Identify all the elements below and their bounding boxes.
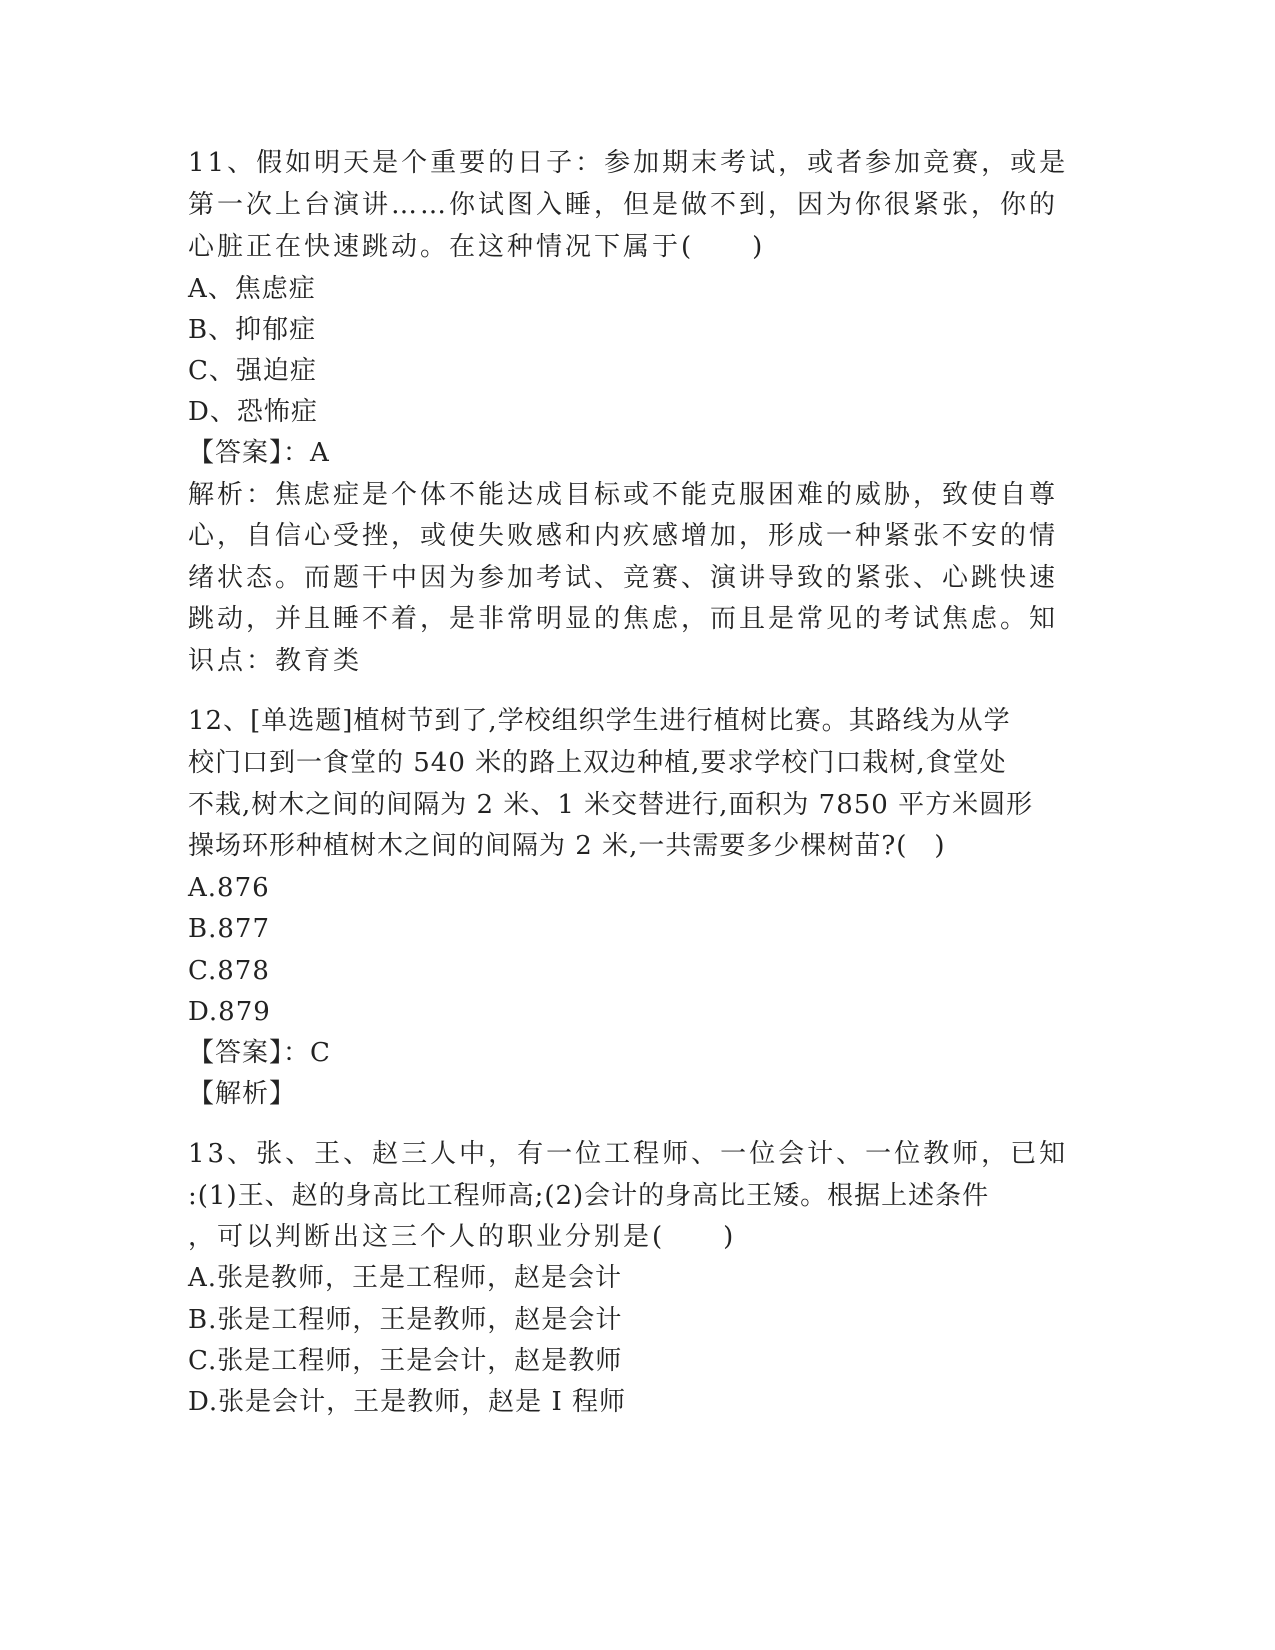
question-12-option-b: B.877 <box>188 914 270 944</box>
question-11-analysis-line-4: 跳动，并且睡不着，是非常明显的焦虑，而且是常见的考试焦虑。知 <box>188 604 1059 634</box>
question-12-stem-line-2: 校门口到一食堂的 540 米的路上双边种植,要求学校门口栽树,食堂处 <box>188 748 1007 778</box>
question-12-stem-line-1: 12、[单选题]植树节到了,学校组织学生进行植树比赛。其路线为从学 <box>188 706 1011 736</box>
question-12-stem-line-3: 不栽,树木之间的间隔为 2 米、1 米交替进行,面积为 7850 平方米圆形 <box>188 790 1034 820</box>
question-13-option-b: B.张是工程师，王是教师，赵是会计 <box>188 1305 623 1335</box>
question-13-stem-line-1: 13、张、王、赵三人中，有一位工程师、一位会计、一位教师，已知 <box>188 1139 1069 1169</box>
question-12-option-d: D.879 <box>188 997 271 1027</box>
question-11-analysis-line-1: 解析：焦虑症是个体不能达成目标或不能克服困难的威胁，致使自尊 <box>188 480 1059 510</box>
question-12-stem-line-4: 操场环形种植树木之间的间隔为 2 米,一共需要多少棵树苗?( ) <box>188 831 946 861</box>
question-13-stem-line-2: :(1)王、赵的身高比工程师高;(2)会计的身高比王矮。根据上述条件 <box>188 1181 990 1211</box>
question-12-option-c: C.878 <box>188 956 270 986</box>
question-13-option-d: D.张是会计，王是教师，赵是 I 程师 <box>188 1387 626 1417</box>
question-11-stem-line-1: 11、假如明天是个重要的日子：参加期末考试，或者参加竞赛，或是 <box>188 148 1069 178</box>
question-11-analysis-line-5: 识点：教育类 <box>188 646 363 676</box>
question-13-stem-line-3: ，可以判断出这三个人的职业分别是( ) <box>188 1222 737 1252</box>
question-12-answer: 【答案】：C <box>188 1038 331 1068</box>
question-11-option-a: A、焦虑症 <box>188 274 316 304</box>
question-11-option-b: B、抑郁症 <box>188 315 317 345</box>
question-13-option-c: C.张是工程师，王是会计，赵是教师 <box>188 1346 623 1376</box>
question-11-stem-line-2: 第一次上台演讲……你试图入睡，但是做不到，因为你很紧张，你的 <box>188 190 1059 220</box>
question-11-option-c: C、强迫症 <box>188 356 317 386</box>
question-11-stem-line-3: 心脏正在快速跳动。在这种情况下属于( ) <box>188 232 766 262</box>
question-12-analysis-label: 【解析】 <box>188 1079 297 1109</box>
question-11-analysis-line-2: 心，自信心受挫，或使失败感和内疚感增加，形成一种紧张不安的情 <box>188 521 1059 551</box>
question-11-analysis-line-3: 绪状态。而题干中因为参加考试、竞赛、演讲导致的紧张、心跳快速 <box>188 563 1059 593</box>
question-11-option-d: D、恐怖症 <box>188 397 318 427</box>
question-11-answer: 【答案】：A <box>188 438 330 468</box>
question-12-option-a: A.876 <box>188 873 270 903</box>
question-13-option-a: A.张是教师，王是工程师，赵是会计 <box>188 1263 623 1293</box>
